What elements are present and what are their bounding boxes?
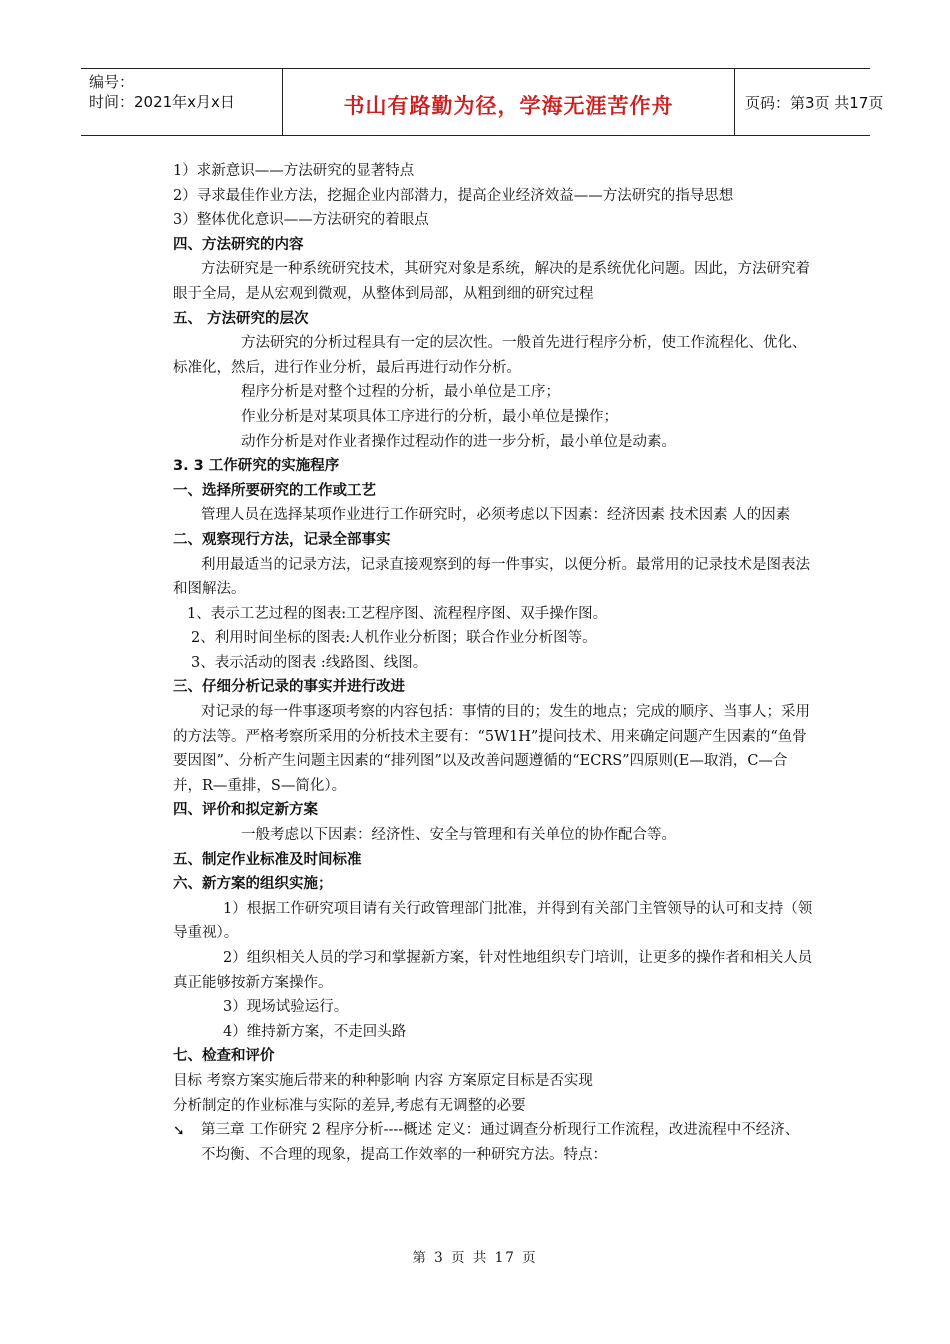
arrow-bullet-icon: ➘ (173, 1123, 185, 1140)
header-meta (81, 69, 283, 135)
paragraph: 程序分析是对整个过程的分析，最小单位是工序； (241, 384, 560, 401)
section-heading: 七、检查和评价 (173, 1048, 275, 1065)
list-item: 1、表示工艺过程的图表:工艺程序图、流程程序图、双手操作图。 (187, 605, 608, 622)
paragraph: 作业分析是对某项具体工序进行的分析，最小单位是操作； (241, 408, 618, 425)
list-item: 3）现场试验运行。 (223, 999, 349, 1016)
paragraph: 方法研究是一种系统研究技术，其研究对象是系统，解决的是系统优化问题。因此，方法研究着眼于全局，是从宏观到微观，从整体到局部，从粗到细的研究过程 (173, 261, 810, 302)
document-body (173, 159, 813, 1167)
section-heading: 二、观察现行方法，记录全部事实 (173, 531, 391, 548)
list-item: 4）维持新方案，不走回头路 (223, 1023, 407, 1040)
section-heading: 五、 方法研究的层次 (173, 310, 309, 327)
paragraph: 1）根据工作研究项目请有关行政管理部门批准，并得到有关部门主管领导的认可和支持（领导重视）。 (173, 900, 813, 942)
page-footer: 第 3 页 共 17 页 (412, 1250, 538, 1266)
list-item: 2）寻求最佳作业方法，挖掘企业内部潜力，提高企业经济效益——方法研究的指导思想 (173, 187, 734, 204)
section-heading: 四、方法研究的内容 (173, 236, 304, 253)
paragraph: 目标 考察方案实施后带来的种种影响 内容 方案原定目标是否实现 (173, 1072, 593, 1089)
paragraph: 利用最适当的记录方法，记录直接观察到的每一件事实，以便分析。最常用的记录技术是图表法和图解法。 (173, 556, 810, 598)
section-heading: 六、新方案的组织实施； (173, 876, 333, 893)
paragraph: 管理人员在选择某项作业进行工作研究时，必须考虑以下因素：经济因素 技术因素 人的因素 (201, 507, 791, 524)
section-heading: 三、仔细分析记录的事实并进行改进 (173, 679, 405, 696)
paragraph: 动作分析是对作业者操作过程动作的进一步分析，最小单位是动素。 (241, 433, 676, 450)
list-item: 1）求新意识——方法研究的显著特点 (173, 163, 415, 179)
section-heading: 四、评价和拟定新方案 (173, 802, 318, 819)
header-page-number: 页码：第3页 共17页 (745, 93, 884, 112)
section-heading: 一、选择所要研究的工作或工艺 (173, 482, 376, 499)
chapter-summary (173, 1118, 813, 1167)
list-item: 3、表示活动的图表 :线路图、线图。 (191, 654, 428, 671)
header-motto: 书山有路勤为径，学海无涯苦作舟 (283, 69, 735, 135)
page-header (81, 68, 884, 136)
paragraph: 一般考虑以下因素：经济性、安全与管理和有关单位的协作配合等。 (241, 827, 676, 844)
section-heading: 五、制定作业标准及时间标准 (173, 851, 362, 868)
document-date-label: 时间：2021年x月x日 (89, 93, 235, 111)
paragraph: 2）组织相关人员的学习和掌握新方案，针对性地组织专门培训，让更多的操作者和相关人员真正能够按新方案操作。 (173, 950, 813, 991)
document-number-label: 编号： (89, 73, 135, 91)
paragraph: 分析制定的作业标准与实际的差异,考虑有无调整的必要 (173, 1097, 526, 1114)
paragraph: 第三章 工作研究 2 程序分析----概述 定义：通过调查分析现行工作流程，改进流程中不经济、不均衡、不合理的现象，提高工作效率的一种研究方法。特点： (201, 1122, 800, 1163)
list-item: 2、利用时间坐标的图表:人机作业分析图；联合作业分析图等。 (191, 630, 597, 647)
paragraph: 对记录的每一件事逐项考察的内容包括：事情的目的；发生的地点；完成的顺序、当事人；采用的方法等。严格考察所采用的分析技术主要有：“5W1H”提问技术、用来确定问题产生因素的“鱼骨要因图”、分析产生问题主因素的“排列图”以及改善问题遵循的“ECRS”四原则(E—取消，C—合并，R—重排，S—简化）。 (173, 704, 810, 794)
paragraph: 方法研究的分析过程具有一定的层次性。一般首先进行程序分析，使工作流程化、优化、标准化，然后，进行作业分析，最后再进行动作分析。 (173, 335, 807, 376)
list-item: 3）整体优化意识——方法研究的着眼点 (173, 212, 429, 229)
section-heading: 3. 3 工作研究的实施程序 (173, 458, 340, 475)
